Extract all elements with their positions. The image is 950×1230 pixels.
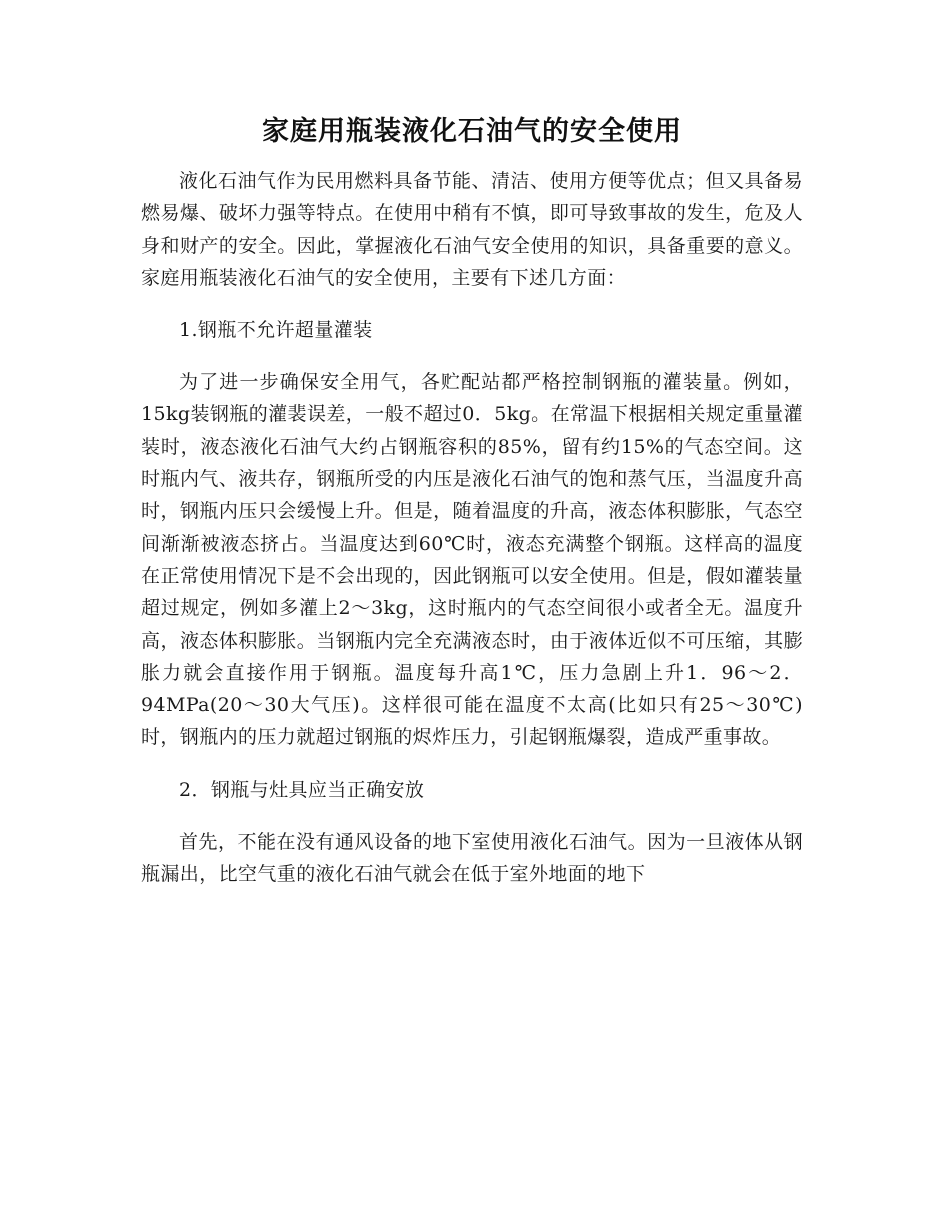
intro-paragraph: 液化石油气作为民用燃料具备节能、清洁、使用方便等优点；但又具备易燃易爆、破坏力强等特点。在使用中稍有不慎，即可导致事故的发生，危及人身和财产的安全。因此，掌握液化石油气安全使用的知识，具备重要的意义。家庭用瓶装液化石油气的安全使用，主要有下述几方面： — [141, 170, 803, 289]
section-body-2: 首先，不能在没有通风设备的地下室使用液化石油气。因为一旦液体从钢瓶漏出，比空气重的液化石油气就会在低于室外地面的地下 — [141, 830, 803, 886]
section-body-1: 为了进一步确保安全用气，各贮配站都严格控制钢瓶的灌装量。例如，15kg装钢瓶的灌裴误差，一般不超过0．5kg。在常温下根据相关规定重量灌装时，液态液化石油气大约占钢瓶容积的85%，留有约15%的气态空间。这时瓶内气、液共存，钢瓶所受的内压是液化石油气的饱和蒸气压，当温度升高时，钢瓶内压只会缓慢上升。但是，随着温度的升高，液态体积膨胀，气态空间渐渐被液态挤占。当温度达到60℃时，液态充满整个钢瓶。这样高的温度在正常使用情况下是不会出现的，因此钢瓶可以安全使用。但是，假如灌装量超过规定，例如多灌上2～3kg，这时瓶内的气态空间很小或者全无。温度升高，液态体积膨胀。当钢瓶内完全充满液态时，由于液体近似不可压缩，其膨胀力就会直接作用于钢瓶。温度每升高1℃，压力急剧上升1．96～2．94MPa(20～30大气压)。这样很可能在温度不太高(比如只有25～30℃)时，钢瓶内的压力就超过钢瓶的烬炸压力，引起钢瓶爆裂，造成严重事故。 — [141, 371, 803, 749]
section-heading-2: 2．钢瓶与灶具应当正确安放 — [179, 778, 425, 801]
document-title: 家庭用瓶装液化石油气的安全使用 — [262, 116, 682, 147]
section-heading-1: 1.钢瓶不允许超量灌装 — [179, 319, 373, 342]
document-page — [141, 112, 803, 890]
